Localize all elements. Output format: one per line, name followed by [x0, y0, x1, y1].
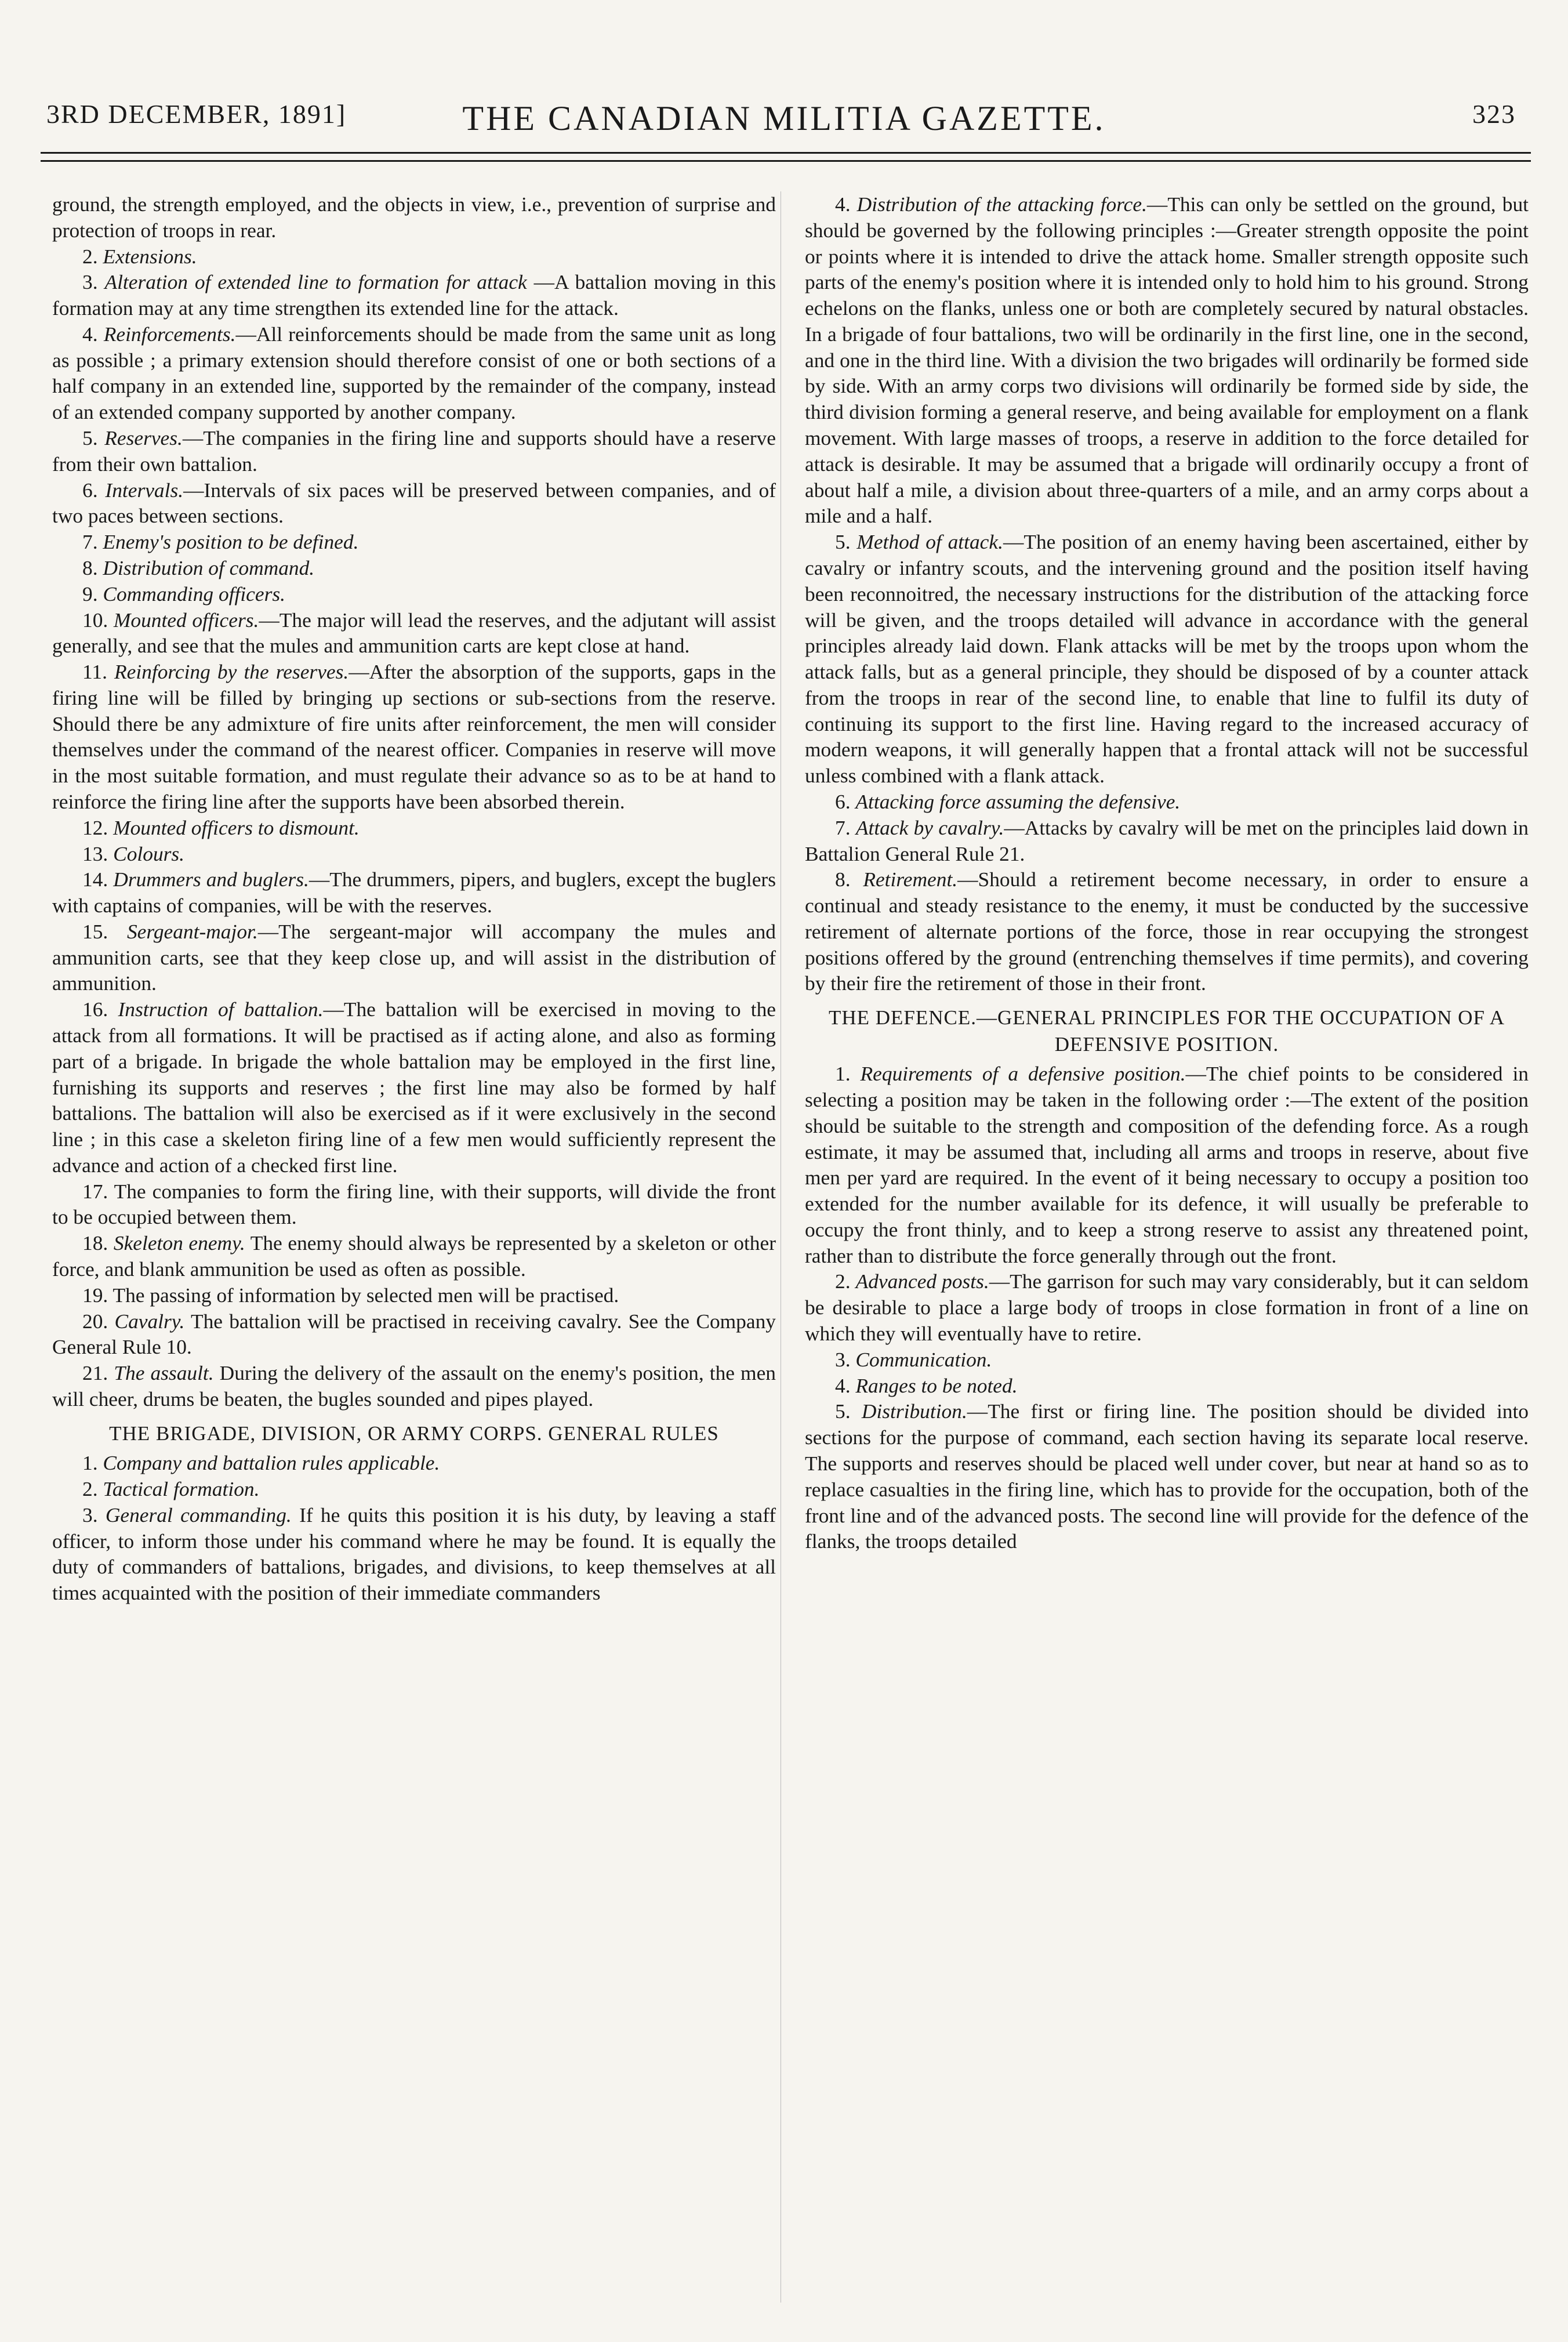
paragraph-heading: The assault.	[114, 1361, 214, 1385]
paragraph-heading: Communication.	[855, 1347, 992, 1371]
numbered-paragraph	[805, 1347, 1529, 1373]
numbered-paragraph	[805, 867, 1529, 996]
masthead-title: THE CANADIAN MILITIA GAZETTE.	[462, 99, 1106, 137]
numbered-paragraph	[52, 1450, 776, 1476]
paragraph-heading: Reinforcing by the reserves.	[114, 660, 349, 684]
paragraph-number: 21.	[82, 1361, 108, 1385]
numbered-paragraph	[805, 1398, 1529, 1554]
right-items-list	[805, 191, 1529, 996]
paragraph-number: 4.	[835, 1373, 851, 1397]
paragraph-heading: Cavalry.	[114, 1309, 185, 1333]
paragraph-heading: Extensions.	[103, 244, 197, 268]
numbered-paragraph	[52, 425, 776, 477]
paragraph-text: The passing of information by selected men will be practised.	[112, 1283, 619, 1307]
paragraph-number: 14.	[82, 868, 108, 891]
paragraph-number: 20.	[82, 1309, 108, 1333]
paragraph-heading: Reserves.	[104, 426, 183, 450]
numbered-paragraph	[805, 789, 1529, 815]
paragraph-number: 6.	[835, 789, 851, 813]
paragraph-number: 5.	[82, 426, 98, 450]
paragraph-text: The battalion will be practised in receiving cavalry. See the Company General Rule 10.	[52, 1309, 776, 1359]
paragraph-heading: Distribution.	[861, 1400, 967, 1423]
paragraph-number: 3.	[82, 1503, 98, 1527]
intro-paragraph: ground, the strength employed, and the objects in view, i.e., prevention of surprise and protection of troops in rear.	[52, 193, 776, 242]
numbered-paragraph	[52, 1282, 776, 1308]
numbered-paragraph	[52, 477, 776, 530]
numbered-paragraph	[805, 815, 1529, 867]
paragraph-number: 15.	[82, 919, 108, 943]
paragraph-number: 8.	[82, 556, 98, 579]
numbered-paragraph	[52, 555, 776, 581]
numbered-paragraph	[52, 919, 776, 996]
paragraph-heading: Mounted officers to dismount.	[113, 815, 360, 839]
paragraph-number: 1.	[835, 1062, 851, 1086]
paragraph-heading: Mounted officers.	[113, 608, 259, 632]
numbered-paragraph	[805, 1268, 1529, 1346]
paragraph-heading: Tactical formation.	[103, 1477, 260, 1500]
paragraph-heading: Retirement.	[863, 868, 958, 891]
paragraph-text: —The position of an enemy having been ascertained, either by cavalry or infantry scouts, and the intervening ground and the position itself having been reconnoitred, the necessary instructions for the distribution of the attacking force will be given, and the troops detailed will advance in accordance with the general principles already laid down. Flank attacks will be met by the troops upon whom the attack falls, but as a general principle, they should be disposed of by a counter attack from the troops in rear of the second line, to enable that line to fulfil its duty of continuing its support to the first line. Having regard to the increased accuracy of modern weapons, it will generally happen that a frontal attack will not be successful unless combined with a flank attack.	[805, 530, 1529, 788]
paragraph-number: 4.	[82, 322, 98, 346]
paragraph-text: —The first or firing line. The position should be divided into sections for the purpose of command, each section having its separate local reserve. The supports and reserves should be placed well under cover, but near at hand so as to replace casualties in the firing line, which has to provide for the occupation, both of the front line and of the advanced posts. The second line will provide for the defence of the flanks, the troops detailed	[805, 1400, 1529, 1553]
paragraph-heading: Attacking force assuming the defensive.	[855, 789, 1181, 813]
numbered-paragraph	[52, 1360, 776, 1412]
paragraph-number: 5.	[835, 1400, 851, 1423]
issue-date: 3RD DECEMBER, 1891]	[46, 99, 347, 129]
paragraph-text: —After the absorption of the supports, gaps in the firing line will be filled by bringing up sections or sub-sections from the reserve. Should there be any admixture of fire units after reinforcement, the men will consider themselves under the command of the nearest officer. Companies in reserve will move in the most suitable formation, and must regulate their advance so as to be at hand to reinforce the firing line after the supports have been absorbed therein.	[52, 660, 776, 813]
paragraph-number: 19.	[82, 1283, 108, 1307]
paragraph-number: 4.	[835, 193, 851, 216]
numbered-paragraph	[52, 529, 776, 555]
left-column	[52, 191, 776, 1606]
brigade-rules-list	[52, 1450, 776, 1606]
defence-rules-list	[805, 1061, 1529, 1554]
numbered-paragraph	[52, 1476, 776, 1502]
paragraph-text: —The garrison for such may vary considerably, but it can seldom be desirable to place a large body of troops in close formation in front of a line on which they will eventually have to retire.	[805, 1270, 1529, 1346]
numbered-paragraph	[52, 841, 776, 867]
numbered-paragraph	[52, 1230, 776, 1282]
paragraph-number: 2.	[82, 244, 98, 268]
paragraph-number: 5.	[835, 530, 851, 554]
paragraph-text: —All reinforcements should be made from the same unit as long as possible ; a primary extension should therefore consist of one or both sections of a half company in an extended line, supported by the remainder of the company, instead of an extended company supported by another company.	[52, 322, 776, 424]
paragraph-heading: General commanding.	[105, 1503, 292, 1527]
section-heading-brigade: THE BRIGADE, DIVISION, OR ARMY CORPS. GENERAL RULES	[109, 1422, 719, 1445]
paragraph-heading: Colours.	[113, 842, 185, 865]
paragraph-heading: Intervals.	[105, 478, 184, 502]
paragraph-text: —The chief points to be considered in selecting a position may be taken in the following order :—The extent of the position should be suitable to the strength and composition of the defending force. As a rough estimate, it may be assumed that, including all arms and troops in reserve, about five men per yard are required. In the event of it being necessary to occupy a position too extended for the number available for its defence, it will usually be preferable to occupy the front thinly, and to keep a strong reserve to assist any threatened point, rather than to distribute the force generally through out the front.	[805, 1062, 1529, 1267]
paragraph-heading: Instruction of battalion.	[118, 998, 324, 1021]
paragraph-heading: Attack by cavalry.	[855, 815, 1004, 839]
paragraph-heading: Enemy's position to be defined.	[103, 530, 359, 554]
paragraph-number: 1.	[82, 1451, 98, 1475]
header-rule-top	[41, 152, 1531, 154]
numbered-paragraph	[805, 529, 1529, 789]
paragraph-heading: Requirements of a defensive position.	[860, 1062, 1186, 1086]
paragraph-text: —Attacks by cavalry will be met on the principles laid down in Battalion General Rule 21.	[805, 815, 1529, 865]
paragraph-text: —The drummers, pipers, and buglers, except the buglers with captains of companies, will be with the reserves.	[52, 868, 776, 918]
numbered-paragraph	[52, 581, 776, 607]
numbered-paragraph	[52, 607, 776, 659]
numbered-paragraph	[52, 996, 776, 1178]
paragraph-text: —A battalion moving in this formation may at any time strengthen its extended line for the attack.	[52, 270, 776, 320]
paragraph-number: 17.	[82, 1179, 108, 1203]
paragraph-heading: Commanding officers.	[103, 582, 285, 606]
paragraph-number: 16.	[82, 998, 108, 1021]
paragraph-heading: Method of attack.	[856, 530, 1003, 554]
paragraph-number: 11.	[82, 660, 107, 684]
paragraph-heading: Company and battalion rules applicable.	[103, 1451, 440, 1475]
paragraph-number: 7.	[82, 530, 98, 554]
paragraph-number: 3.	[835, 1347, 851, 1371]
paragraph-number: 10.	[82, 608, 108, 632]
paragraph-text: —The sergeant-major will accompany the mules and ammunition carts, see that they keep close up, and will assist in the distribution of ammunition.	[52, 919, 776, 995]
paragraph-text: If he quits this position it is his duty, by leaving a staff officer, to inform those under his command where he may be found. It is equally the duty of commanders of battalions, brigades, and divisions, to keep themselves at all times acquainted with the position of their immediate commanders	[52, 1503, 776, 1605]
numbered-paragraph	[52, 659, 776, 815]
numbered-paragraph	[52, 269, 776, 321]
header-rule-bottom	[41, 160, 1531, 162]
paragraph-heading: Advanced posts.	[855, 1270, 989, 1293]
paragraph-number: 7.	[835, 815, 851, 839]
paragraph-text: —Should a retirement become necessary, in order to ensure a continual and steady resistance to the enemy, it must be conducted by the successive retirement of alternate portions of the force, those in rear occupying the strongest positions offered by the ground (entrenching themselves if time permits), and covering by their fire the retirement of those in their front.	[805, 868, 1529, 995]
numbered-paragraph	[52, 1179, 776, 1231]
numbered-paragraph	[52, 1308, 776, 1361]
paragraph-text: —This can only be settled on the ground, but should be governed by the following principles :—Greater strength opposite the point or points where it is intended to drive the attack home. Smaller strength opposite such parts of the enemy's position where it is intended only to hold him to his ground. Strong echelons on the flanks, unless one or both are completely secured by natural obstacles. In a brigade of four battalions, two will be ordinarily in the first line, one in the second, and one in the third line. With a division the two brigades will ordinarily be formed side by side. With an army corps two divisions will ordinarily be formed side by side, the third division forming a general reserve, and being available for employment on a flank movement. With large masses of troops, a reserve in addition to the force detailed for attack is desirable. It may be assumed that a brigade will ordinarily occupy a front of about half a mile, a division about three-quarters of a mile, and an army corps about a mile and a half.	[805, 193, 1529, 528]
left-items-list	[52, 244, 776, 1412]
numbered-paragraph	[52, 321, 776, 425]
right-column	[805, 191, 1529, 1554]
paragraph-number: 13.	[82, 842, 108, 865]
paragraph-number: 3.	[82, 270, 98, 294]
numbered-paragraph	[52, 244, 776, 270]
paragraph-heading: Alteration of extended line to formation for attack	[104, 270, 527, 294]
paragraph-heading: Skeleton enemy.	[113, 1231, 245, 1255]
numbered-paragraph	[805, 1061, 1529, 1268]
paragraph-text: —Intervals of six paces will be preserved between companies, and of two paces between sections.	[52, 478, 776, 528]
paragraph-number: 9.	[82, 582, 98, 606]
paragraph-text: —The battalion will be exercised in moving to the attack from all formations. It will be practised as if acting alone, and also as forming part of a brigade. In brigade the whole battalion may be employed in the first line, furnishing its supports and reserves ; the first line may also be formed by half battalions. The battalion will also be exercised as if it were exclusively in the second line ; in this case a skeleton firing line of a few men would sufficiently represent the advance and action of a checked first line.	[52, 998, 776, 1177]
paragraph-number: 8.	[835, 868, 851, 891]
paragraph-text: —The companies in the firing line and supports should have a reserve from their own battalion.	[52, 426, 776, 476]
paragraph-heading: Distribution of command.	[103, 556, 315, 579]
paragraph-number: 6.	[82, 478, 98, 502]
numbered-paragraph	[805, 191, 1529, 529]
paragraph-text: —The major will lead the reserves, and the adjutant will assist generally, and see that the mules and ammunition carts are kept close at hand.	[52, 608, 776, 658]
paragraph-heading: Ranges to be noted.	[855, 1373, 1018, 1397]
paragraph-heading: Sergeant-major.	[126, 919, 258, 943]
paragraph-number: 2.	[835, 1270, 851, 1293]
paragraph-text: The enemy should always be represented by a skeleton or other force, and blank ammunition be used as often as possible.	[52, 1231, 776, 1281]
paragraph-number: 2.	[82, 1477, 98, 1500]
numbered-paragraph	[52, 1502, 776, 1606]
paragraph-heading: Distribution of the attacking force.	[856, 193, 1147, 216]
section-heading-defence: THE DEFENCE.—GENERAL PRINCIPLES FOR THE OCCUPATION OF A DEFENSIVE POSITION.	[828, 1006, 1505, 1056]
paragraph-heading: Drummers and buglers.	[113, 868, 309, 891]
numbered-paragraph	[52, 867, 776, 919]
paragraph-number: 18.	[82, 1231, 108, 1255]
paragraph-heading: Reinforcements.	[103, 322, 236, 346]
page-number: 323	[1472, 99, 1516, 129]
paragraph-text: The companies to form the firing line, with their supports, will divide the front to be occupied between them.	[52, 1179, 776, 1229]
paragraph-text: During the delivery of the assault on the enemy's position, the men will cheer, drums be beaten, the bugles sounded and pipes played.	[52, 1361, 776, 1411]
paragraph-number: 12.	[82, 815, 108, 839]
numbered-paragraph	[805, 1373, 1529, 1399]
numbered-paragraph	[52, 815, 776, 841]
